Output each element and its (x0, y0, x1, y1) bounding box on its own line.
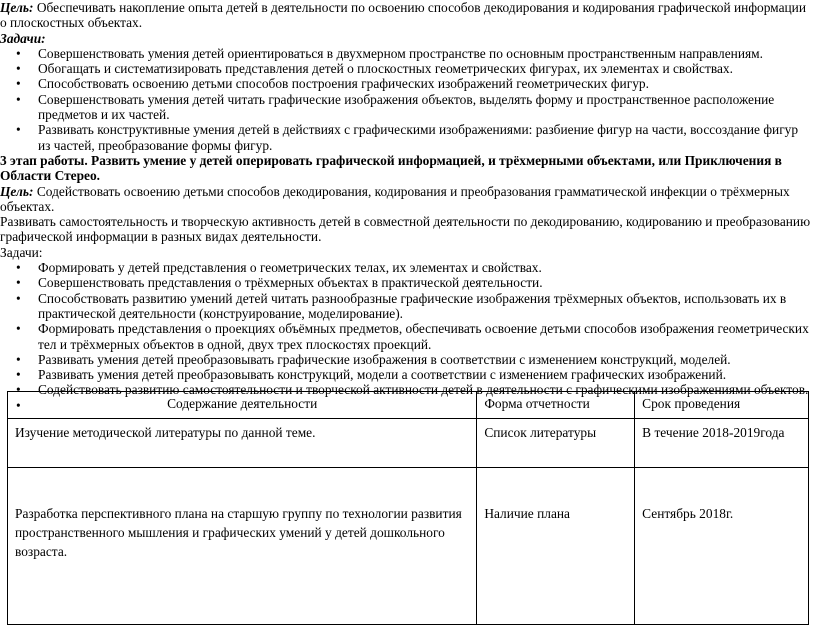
list-item: • Способствовать развитию умений детей читать разнообразные графические изображения трёхмерных объектов, использовать их в практической деятельности (конструирование, моделирование). (16, 290, 787, 321)
table-cell: Наличие плана (477, 468, 635, 625)
table-cell: Список литературы (477, 419, 635, 468)
bullet-icon: • (16, 321, 21, 337)
table-cell: Изучение методической литературы по данной теме. (8, 419, 477, 468)
bullet-icon: • (16, 45, 21, 61)
table-row (8, 468, 809, 625)
list-item: • Содействовать развитию самостоятельности и творческой активности детей в деятельности с графическими изображениями объектов. (16, 382, 809, 398)
list-item: • Формировать представления о проекциях объёмных предметов, обеспечивать освоение детьми способов изображения геометрических тел и трёхмерных объектов в одной, двух трех плоскостях проекций. (16, 321, 809, 352)
list-item: • Развивать конструктивные умения детей в действиях с графическими изображениями: разбиение фигур на части, воссоздание фигур из частей, преобразование формы фигур. (16, 122, 799, 153)
goal-label: Цель: (0, 0, 34, 15)
bullet-icon: • (16, 91, 21, 107)
bullet-icon: • (16, 367, 21, 383)
bullet-icon: • (16, 275, 21, 291)
table-header-cell: Содержание деятельности (8, 392, 477, 419)
stage-tasks-label: Задачи: (0, 244, 43, 260)
tasks-label: Задачи: (0, 30, 46, 46)
list-item: • Совершенствовать умения детей читать графические изображения объектов, выделять форму и пространственное расположение предметов и их частей. (16, 91, 775, 123)
table-cell: В течение 2018-2019года (635, 419, 809, 468)
list-item: • Совершенствовать умения детей ориентироваться в двухмерном пространстве по основным пространственным направлениям. (16, 45, 763, 61)
bullet-icon: • (16, 122, 21, 138)
table-cell: Разработка перспективного плана на старшую группу по технологии развития пространственного мышления и графических умений у детей дошкольного возраста. (8, 468, 477, 625)
bullet-icon: • (16, 76, 21, 92)
bullet-icon: • (16, 260, 21, 276)
stage-goal-text: Содействовать освоению детьми способов декодирования, кодирования и преобразования грамматической инфекции о трёхмерных объектах. (0, 183, 790, 214)
tasks-list (0, 46, 813, 153)
table-cell: Сентябрь 2018г. (635, 468, 809, 625)
list-item: • Обогащать и систематизировать представления детей о плоскостных геометрических фигурах, их элементах и свойствах. (16, 61, 733, 77)
bullet-icon: • (16, 61, 21, 77)
stage-paragraph: Развивать самостоятельность и творческую активность детей в совместной деятельности по декодированию, кодированию и преобразованию графической информации в разных видах деятельности. (0, 214, 811, 245)
list-item: • Развивать умения детей преобразовывать конструкций, модели а соответствии с изменением графических изображений. (16, 367, 727, 383)
table-header-cell: Срок проведения (635, 392, 809, 419)
table-header-cell: Форма отчетности (477, 392, 635, 419)
list-item: • Развивать умения детей преобразовывать графические изображения в соответствии с изменением конструкций, моделей. (16, 351, 731, 367)
list-item: • Совершенствовать представления о трёхмерных объектах в практической деятельности. (16, 275, 543, 291)
table-row (8, 419, 809, 468)
bullet-icon: • (16, 351, 21, 367)
bullet-icon: • (16, 397, 21, 413)
bullet-icon: • (16, 382, 21, 398)
stage-goal-paragraph (0, 184, 813, 215)
stage-heading: 3 этап работы. Развить умение у детей оперировать графической информацией, и трёхмерными объектами, или Приключения в Области Стерео. (0, 152, 782, 184)
goal-text: Обеспечивать накопление опыта детей в деятельности по освоению способов декодирования и кодирования графической информации о плоскостных объектах. (0, 0, 807, 31)
table-header-row (8, 392, 809, 419)
goal-paragraph (0, 0, 813, 31)
bullet-icon: • (16, 290, 21, 306)
stage-goal-label: Цель: (0, 183, 34, 199)
list-item: • Формировать у детей представления о геометрических телах, их элементах и свойствах. (16, 260, 542, 276)
list-item: • Способствовать освоению детьми способов построения графических изображений геометрических фигур. (16, 76, 649, 92)
activity-table (7, 391, 809, 625)
